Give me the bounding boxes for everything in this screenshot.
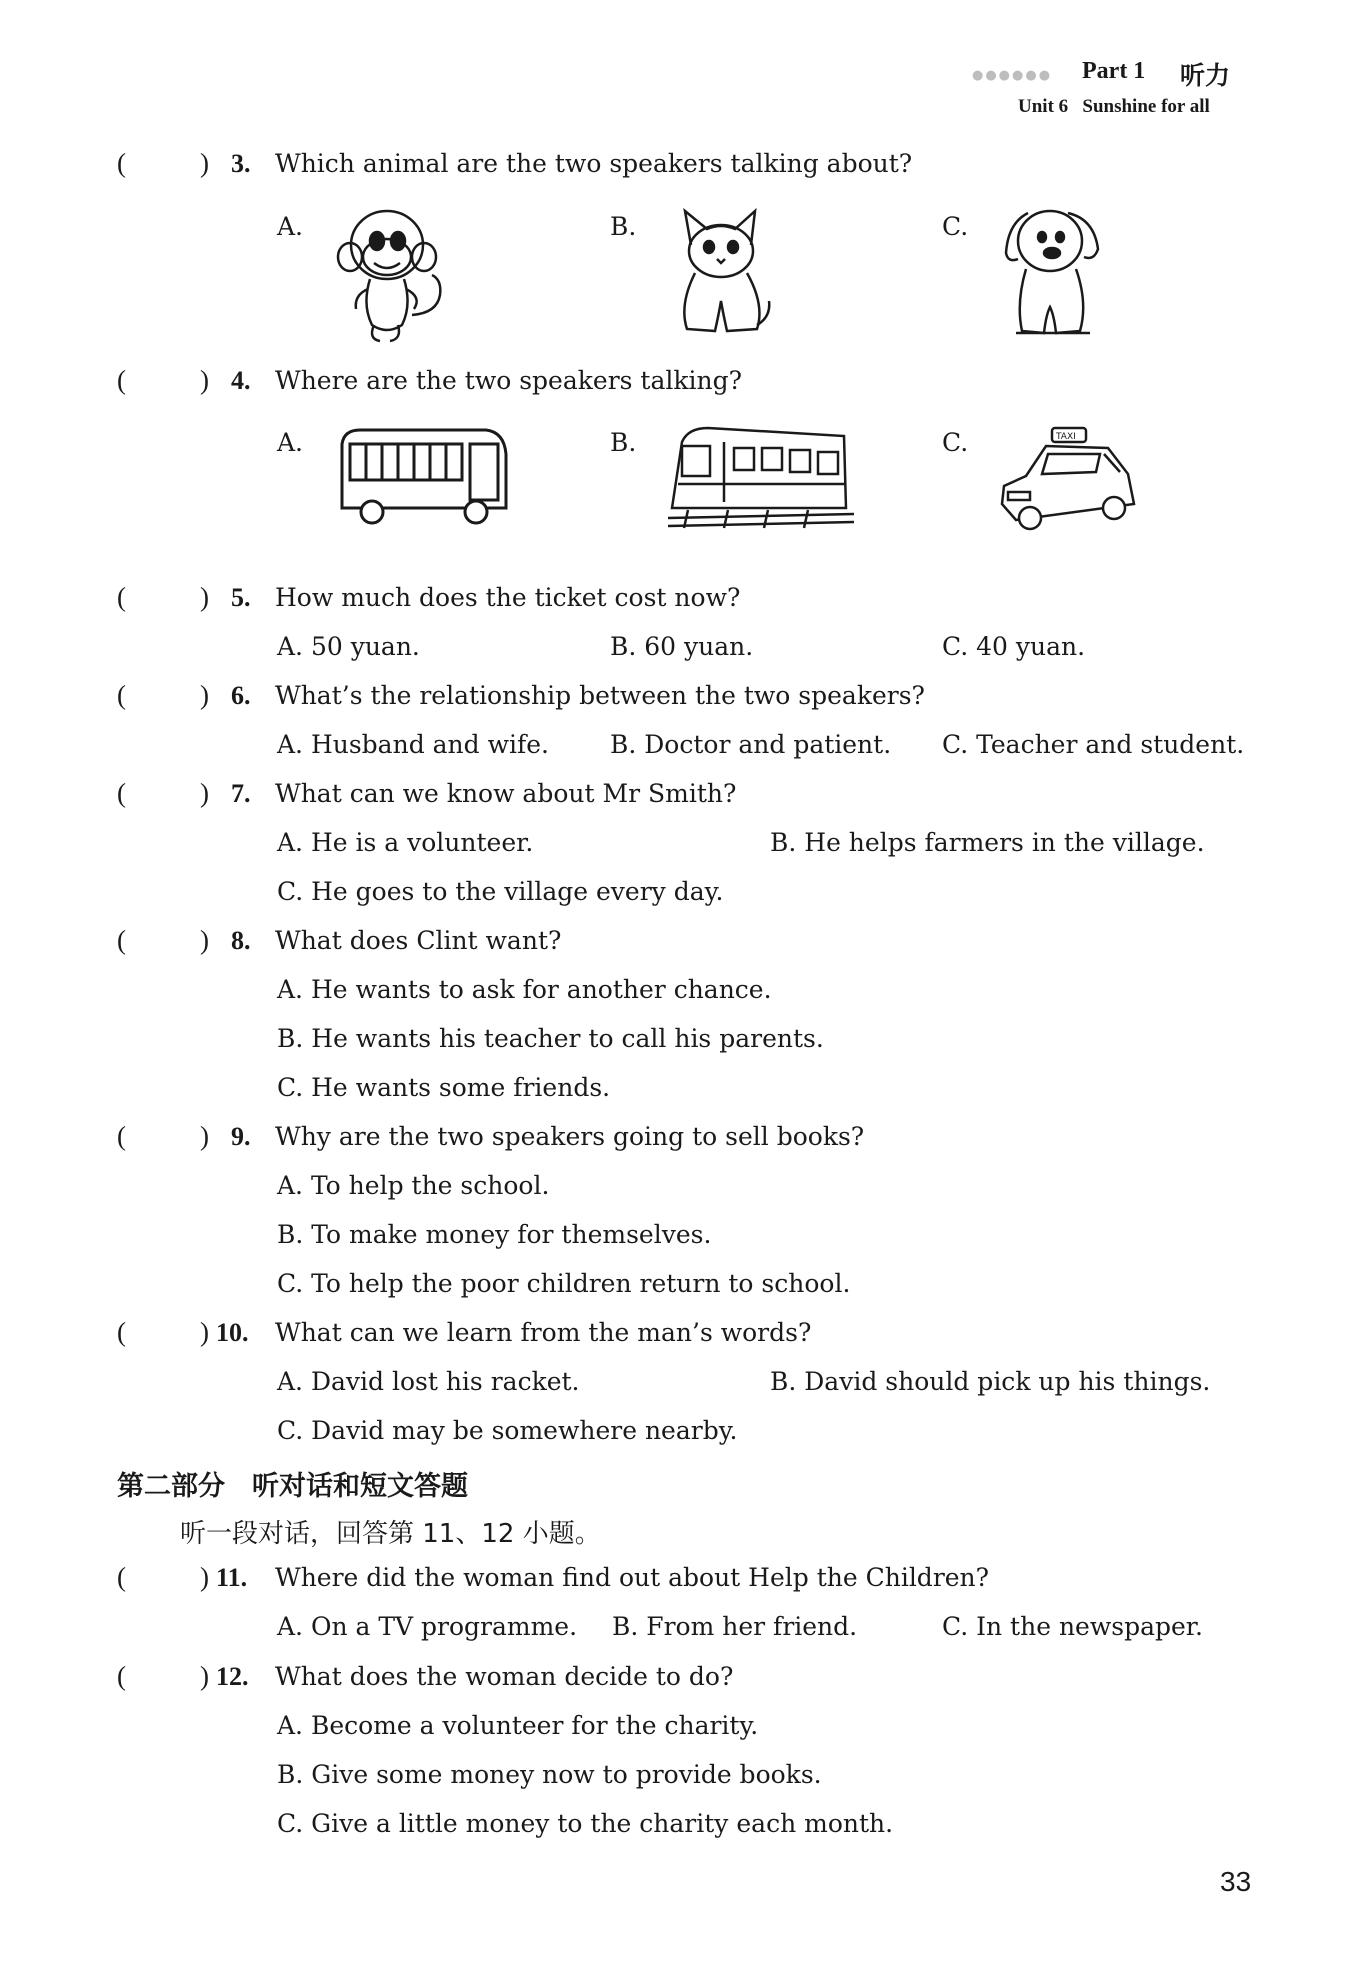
answer-paren-open[interactable]: (: [117, 1562, 126, 1592]
option-b-label: B.: [610, 212, 637, 241]
question-number: 6.: [231, 681, 251, 710]
answer-paren-close: ): [200, 778, 209, 808]
question-text: What can we know about Mr Smith?: [275, 779, 737, 808]
answer-paren-close: ): [200, 1121, 209, 1151]
option-c: C. In the newspaper.: [942, 1612, 1203, 1641]
answer-paren-open[interactable]: (: [117, 925, 126, 955]
option-a-label: A.: [277, 212, 304, 241]
question-number: 5.: [231, 583, 251, 612]
option-a: A. On a TV programme.: [277, 1612, 578, 1641]
option-c: C. Give a little money to the charity each month.: [277, 1809, 894, 1838]
option-b: B. 60 yuan.: [610, 632, 754, 661]
answer-paren-close: ): [200, 148, 209, 178]
answer-paren-open[interactable]: (: [117, 1121, 126, 1151]
question-text: Which animal are the two speakers talking about?: [275, 149, 913, 178]
option-a: A. He is a volunteer.: [277, 828, 534, 857]
question-text: Where did the woman find out about Help the Children?: [275, 1563, 990, 1592]
header-unit: Unit 6 Sunshine for all: [1018, 96, 1210, 117]
train-icon: [668, 422, 854, 530]
option-c-label: C.: [942, 428, 969, 457]
answer-paren-open[interactable]: (: [117, 1661, 126, 1691]
question-number: 10.: [216, 1318, 249, 1347]
option-a: A. He wants to ask for another chance.: [277, 975, 772, 1004]
question-number: 9.: [231, 1122, 251, 1151]
header-part-cn: 听力: [1180, 61, 1231, 90]
answer-paren-open[interactable]: (: [117, 148, 126, 178]
question-text: What can we learn from the man’s words?: [275, 1318, 812, 1347]
option-c-label: C.: [942, 212, 969, 241]
option-b: B. He helps farmers in the village.: [770, 828, 1205, 857]
question-number: 8.: [231, 926, 251, 955]
option-b: B. Doctor and patient.: [610, 730, 892, 759]
question-number: 7.: [231, 779, 251, 808]
page-number: 33: [1220, 1866, 1252, 1897]
option-a: A. Become a volunteer for the charity.: [277, 1711, 759, 1740]
monkey-icon: [332, 205, 450, 345]
answer-paren-close: ): [200, 1317, 209, 1347]
option-c: C. To help the poor children return to school.: [277, 1269, 851, 1298]
answer-paren-close: ): [200, 1562, 209, 1592]
question-text: What does the woman decide to do?: [275, 1662, 734, 1691]
cat-icon: [665, 205, 777, 337]
header-part: Part 1: [1082, 58, 1146, 84]
answer-paren-open[interactable]: (: [117, 680, 126, 710]
option-b: B. David should pick up his things.: [770, 1367, 1211, 1396]
answer-paren-open[interactable]: (: [117, 582, 126, 612]
answer-paren-close: ): [200, 1661, 209, 1691]
option-a: A. David lost his racket.: [277, 1367, 580, 1396]
option-b-label: B.: [610, 428, 637, 457]
question-text: How much does the ticket cost now?: [275, 583, 741, 612]
question-text: What’s the relationship between the two speakers?: [275, 681, 925, 710]
answer-paren-close: ): [200, 365, 209, 395]
answer-paren-open[interactable]: (: [117, 778, 126, 808]
taxi-icon: [996, 424, 1138, 536]
option-a: A. 50 yuan.: [277, 632, 420, 661]
bus-icon: [336, 424, 512, 528]
question-text: What does Clint want?: [275, 926, 562, 955]
question-number: 11.: [216, 1563, 248, 1592]
option-a: A. To help the school.: [277, 1171, 550, 1200]
dog-icon: [998, 203, 1104, 343]
question-number: 12.: [216, 1662, 249, 1691]
question-text: Where are the two speakers talking?: [275, 366, 743, 395]
question-number: 4.: [231, 366, 251, 395]
option-b: B. Give some money now to provide books.: [277, 1760, 822, 1789]
answer-paren-close: ): [200, 925, 209, 955]
option-c: C. He goes to the village every day.: [277, 877, 724, 906]
header-dots: ●●●●●●: [972, 68, 1053, 83]
question-text: Why are the two speakers going to sell books?: [275, 1122, 865, 1151]
section-2-title: 第二部分 听对话和短文答题: [117, 1471, 468, 1502]
answer-paren-close: ): [200, 582, 209, 612]
answer-paren-close: ): [200, 680, 209, 710]
option-a: A. Husband and wife.: [277, 730, 549, 759]
option-c: C. Teacher and student.: [942, 730, 1245, 759]
answer-paren-open[interactable]: (: [117, 365, 126, 395]
svg-text:TAXI: TAXI: [1056, 432, 1076, 442]
option-c: C. He wants some friends.: [277, 1073, 611, 1102]
option-c: C. 40 yuan.: [942, 632, 1086, 661]
section-2-intro: 听一段对话，回答第 11、12 小题。: [180, 1519, 601, 1549]
option-b: B. He wants his teacher to call his parents.: [277, 1024, 824, 1053]
option-c: C. David may be somewhere nearby.: [277, 1416, 738, 1445]
option-a-label: A.: [277, 428, 304, 457]
option-b: B. To make money for themselves.: [277, 1220, 712, 1249]
answer-paren-open[interactable]: (: [117, 1317, 126, 1347]
option-b: B. From her friend.: [612, 1612, 858, 1641]
question-number: 3.: [231, 149, 251, 178]
